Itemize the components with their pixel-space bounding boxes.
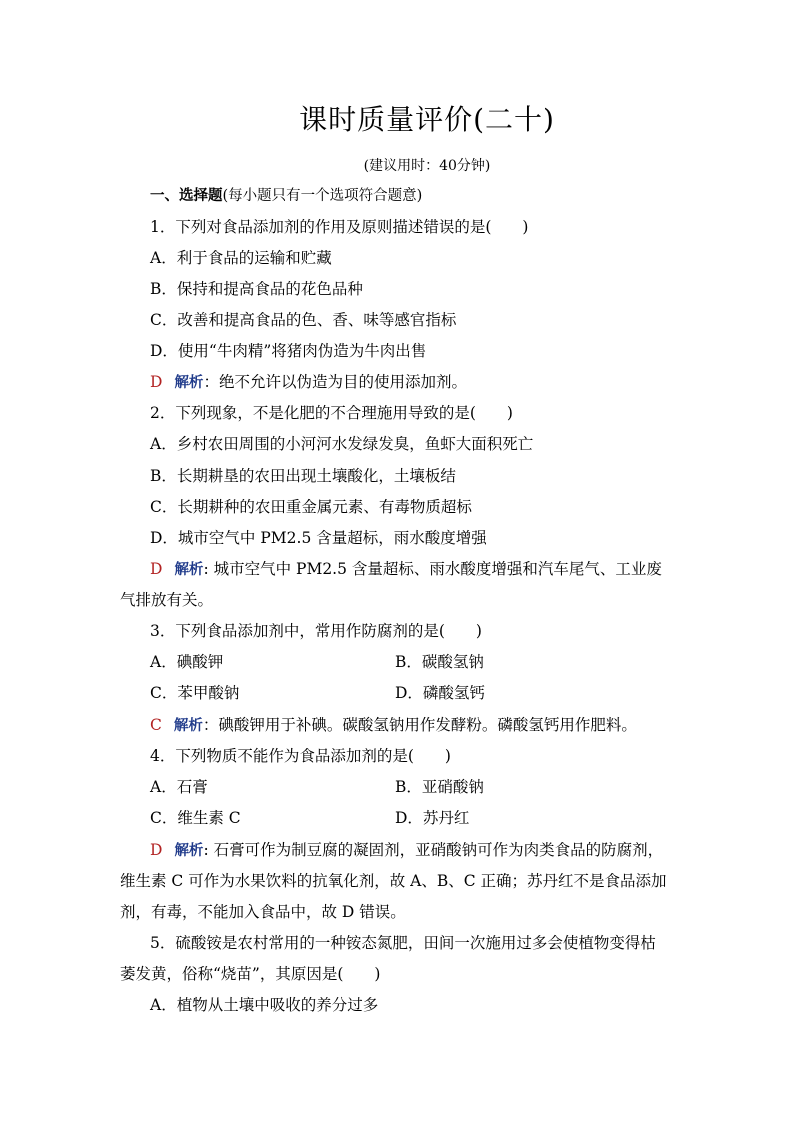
- q4-stem: 4．下列物质不能作为食品添加剂的是( ): [150, 747, 451, 765]
- q3-option-c: C．苯甲酸钠: [150, 684, 240, 702]
- q3-option-d: D．磷酸氢钙: [395, 684, 485, 702]
- q2-option-c: C．长期耕种的农田重金属元素、有毒物质超标: [150, 498, 472, 516]
- q1-analysis-label: 解析: [174, 375, 204, 391]
- q4-option-c: C．维生素 C: [150, 809, 241, 827]
- q1-option-a: A．利于食品的运输和贮藏: [150, 249, 332, 267]
- q1-analysis: [150, 372, 467, 393]
- q3-analysis-text: ：碘酸钾用于补碘。碳酸氢钠用作发酵粉。磷酸氢钙用作肥料。: [202, 716, 637, 734]
- q3-option-a: A．碘酸钾: [150, 653, 224, 671]
- q2-option-b: B．长期耕垦的农田出现土壤酸化，土壤板结: [150, 467, 456, 485]
- q3-answer: C: [150, 716, 162, 734]
- q2-analysis-text-2: 气排放有关。: [120, 591, 214, 609]
- q4-analysis-text-2: 维生素 C 可作为水果饮料的抗氧化剂，故 A、B、C 正确；苏丹红不是食品添加: [120, 872, 667, 890]
- q2-analysis-text-1: : 城市空气中 PM2.5 含量超标、雨水酸度增强和汽车尾气、工业废: [203, 560, 662, 578]
- q3-analysis: [150, 715, 637, 736]
- q4-option-b: B．亚硝酸钠: [395, 778, 484, 796]
- q4-option-a: A．石膏: [150, 778, 208, 796]
- q1-option-d: D．使用“牛肉精”将猪肉伪造为牛肉出售: [150, 342, 427, 360]
- q1-stem: 1．下列对食品添加剂的作用及原则描述错误的是( ): [150, 218, 529, 236]
- page-subtitle: (建议用时：40分钟): [363, 158, 491, 174]
- q5-option-a: A．植物从土壤中吸收的养分过多: [150, 996, 379, 1014]
- q4-analysis-text-1: : 石膏可作为制豆腐的凝固剂，亚硝酸钠可作为肉类食品的防腐剂，: [203, 841, 664, 859]
- q2-stem: 2．下列现象，不是化肥的不合理施用导致的是( ): [150, 404, 513, 422]
- q1-answer: D: [150, 373, 163, 391]
- q4-analysis: [150, 840, 663, 861]
- q2-answer: D: [150, 560, 163, 578]
- section-heading: [150, 185, 422, 206]
- q2-analysis: [150, 559, 662, 580]
- q2-option-a: A．乡村农田周围的小河河水发绿发臭，鱼虾大面积死亡: [150, 435, 534, 453]
- q5-stem-2: 萎发黄，俗称“烧苗”，其原因是( ): [120, 965, 381, 983]
- q1-analysis-text: ：绝不允许以伪造为目的使用添加剂。: [203, 373, 467, 391]
- q1-option-b: B．保持和提高食品的花色品种: [150, 280, 363, 298]
- q5-stem-1: 5．硫酸铵是农村常用的一种铵态氮肥，田间一次施用过多会使植物变得枯: [150, 934, 656, 952]
- q4-analysis-label: 解析: [174, 843, 204, 859]
- q2-analysis-label: 解析: [174, 562, 204, 578]
- q2-option-d: D．城市空气中 PM2.5 含量超标，雨水酸度增强: [150, 529, 487, 547]
- q4-answer: D: [150, 841, 163, 859]
- q4-analysis-text-3: 剂，有毒，不能加入食品中，故 D 错误。: [120, 903, 406, 921]
- section-label: 一、选择题: [150, 188, 223, 204]
- page-title: 课时质量评价(二十): [299, 103, 555, 136]
- q3-stem: 3．下列食品添加剂中，常用作防腐剂的是( ): [150, 622, 482, 640]
- q3-option-b: B．碳酸氢钠: [395, 653, 484, 671]
- q1-option-c: C．改善和提高食品的色、香、味等感官指标: [150, 311, 457, 329]
- q4-option-d: D．苏丹红: [395, 809, 470, 827]
- section-note: (每小题只有一个选项符合题意): [222, 188, 423, 204]
- q3-analysis-label: 解析: [173, 718, 203, 734]
